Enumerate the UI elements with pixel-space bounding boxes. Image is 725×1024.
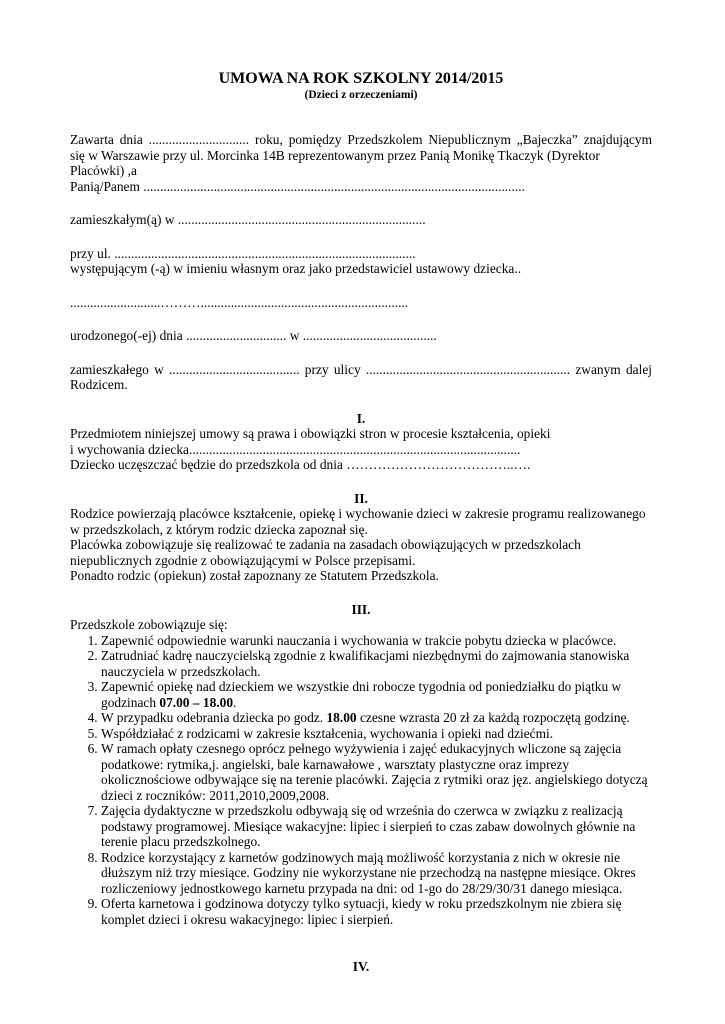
section-2-line-4: niepublicznych zgodnie z obowiązującymi w Polsce przepisami. — [70, 552, 416, 568]
obligations-list — [70, 633, 652, 928]
section-2-line-2: w przedszkolach, z którym rodzic dziecka zapoznał się. — [70, 521, 368, 537]
list-item: 6. W ramach opłaty czesnego oprócz pełnego wyżywienia i zajęć edukacyjnych wliczone są zajęcia podatkowe: rytmika,j. angielski, bale karnawałowe , warsztaty plastyczne oraz imprezy okolicznościowe odbywające się na terenie placówki. Zajęcia z rytmiki oraz jęz. angielskiego dotyczą dzieci z roczników: 2011,2010,2009,2008. — [101, 741, 652, 803]
section-1 — [70, 411, 652, 473]
street-line: przy ul. .......................................................................................... — [70, 245, 416, 261]
late-pickup-hour: 18.00 — [326, 710, 357, 725]
section-2-line-5: Ponadto rodzic (opiekun) został zapoznany ze Statutem Przedszkola. — [70, 568, 439, 583]
child-residence-line: zamieszkałego w ....................................... przy ulicy ............................................................. zwanym dalej — [70, 361, 652, 377]
intro-line-1: Zawarta dnia .............................. roku, pomiędzy Przedszkolem Niepublicznym „Bajeczka” znajdującym — [70, 132, 652, 147]
representative-line: występującym (-ą) w imieniu własnym oraz jako przedstawiciel ustawowy dziecka.. — [70, 261, 522, 276]
residence-line: zamieszkałym(ą) w .......................................................................... — [70, 212, 426, 227]
section-1-heading: I. — [356, 410, 366, 426]
list-item — [101, 679, 652, 710]
child-name-line: ...........................……….............................................................. — [70, 294, 409, 310]
section-1-line-3: Dziecko uczęszczać będzie do przedszkola od dnia ………………………………..…. — [70, 457, 531, 472]
section-2-line-3: Placówka zobowiązuje się realizować te zadania na zasadach obowiązujących w przedszkolach — [70, 537, 581, 552]
item-4-end: czesne wzrasta 20 zł za każdą rozpoczętą godzinę. — [356, 710, 630, 725]
document-title: UMOWA NA ROK SZKOLNY 2014/2015 — [218, 70, 504, 87]
opening-hours: 07.00 – 18.00 — [159, 694, 234, 710]
list-item: 2. Zatrudniać kadrę nauczycielską zgodnie z kwalifikacjami niezbędnymi do zajmowania stanowiska nauczyciela w przedszkolach. — [101, 648, 652, 679]
section-2 — [70, 491, 652, 584]
list-item: 8. Rodzice korzystający z karnetów godzinowych mają możliwość korzystania z nich w okresie nie dłuższym niż trzy miesiące. Godziny nie wykorzystane nie przechodzą na następne miesiące. Okres rozliczeniowy jednostkowego karnetu przypada na dni: od 1-go do 28/29/30/31 danego miesiąca. — [101, 850, 652, 897]
list-item: 7. Zajęcia dydaktyczne w przedszkolu odbywają się od września do czerwca w związku z realizacją podstawy programowej. Miesiące wakacyjne: lipiec i sierpień to czas zabaw dowolnych głównie na terenie placu przedszkolnego. — [101, 803, 652, 850]
parties-block — [70, 132, 652, 393]
section-3-heading: III. — [351, 601, 371, 617]
intro-line-2: się w Warszawie przy ul. Morcinka 14B reprezentowanym przez Panią Monikę Tkaczyk (Dyrektor — [70, 147, 600, 163]
birth-line: urodzonego(-ej) dnia .............................. w ........................................ — [70, 328, 437, 343]
list-item: 5. Współdziałać z rodzicami w zakresie kształcenia, wychowania i opieki nad dziećmi. — [101, 726, 652, 742]
section-1-line-1: Przedmiotem niniejszej umowy są prawa i obowiązki stron w procesie kształcenia, opieki — [70, 426, 551, 441]
item-3-text: Zapewnić opiekę nad dzieckiem we wszystkie dni robocze tygodnia od poniedziałku do piątku w godzinach — [101, 679, 622, 710]
list-item: 9. Oferta karnetowa i godzinowa dotyczy tylko sytuacji, kiedy w roku przedszkolnym nie zbiera się komplet dzieci i okresu wakacyjnego: lipiec i sierpień. — [101, 896, 652, 927]
pani-panem-line: Panią/Panem .................................................................................................................. — [70, 178, 525, 194]
contract-page — [70, 70, 652, 975]
section-2-line-1: Rodzice powierzają placówce kształcenie, opiekę i wychowanie dzieci w zakresie programu realizowanego — [70, 506, 646, 521]
section-4-heading: IV. — [352, 959, 370, 974]
section-1-line-2: i wychowania dziecka................................................................................................... — [70, 441, 521, 457]
document-subtitle: (Dzieci z orzeczeniami) — [304, 89, 418, 101]
intro-line-3: Placówki) ,a — [70, 163, 137, 178]
list-item: 1. Zapewnić odpowiednie warunki nauczania i wychowania w trakcie pobytu dziecka w placówce. — [101, 633, 652, 649]
section-3 — [70, 602, 652, 928]
item-3-end: . — [233, 694, 237, 710]
item-4-text: W przypadku odebrania dziecka po godz. — [101, 710, 327, 725]
section-2-heading: II. — [354, 490, 368, 506]
list-item — [101, 710, 652, 726]
section-3-intro: Przedszkole zobowiązuje się: — [70, 617, 228, 632]
child-residence-line-2: Rodzicem. — [70, 377, 128, 392]
